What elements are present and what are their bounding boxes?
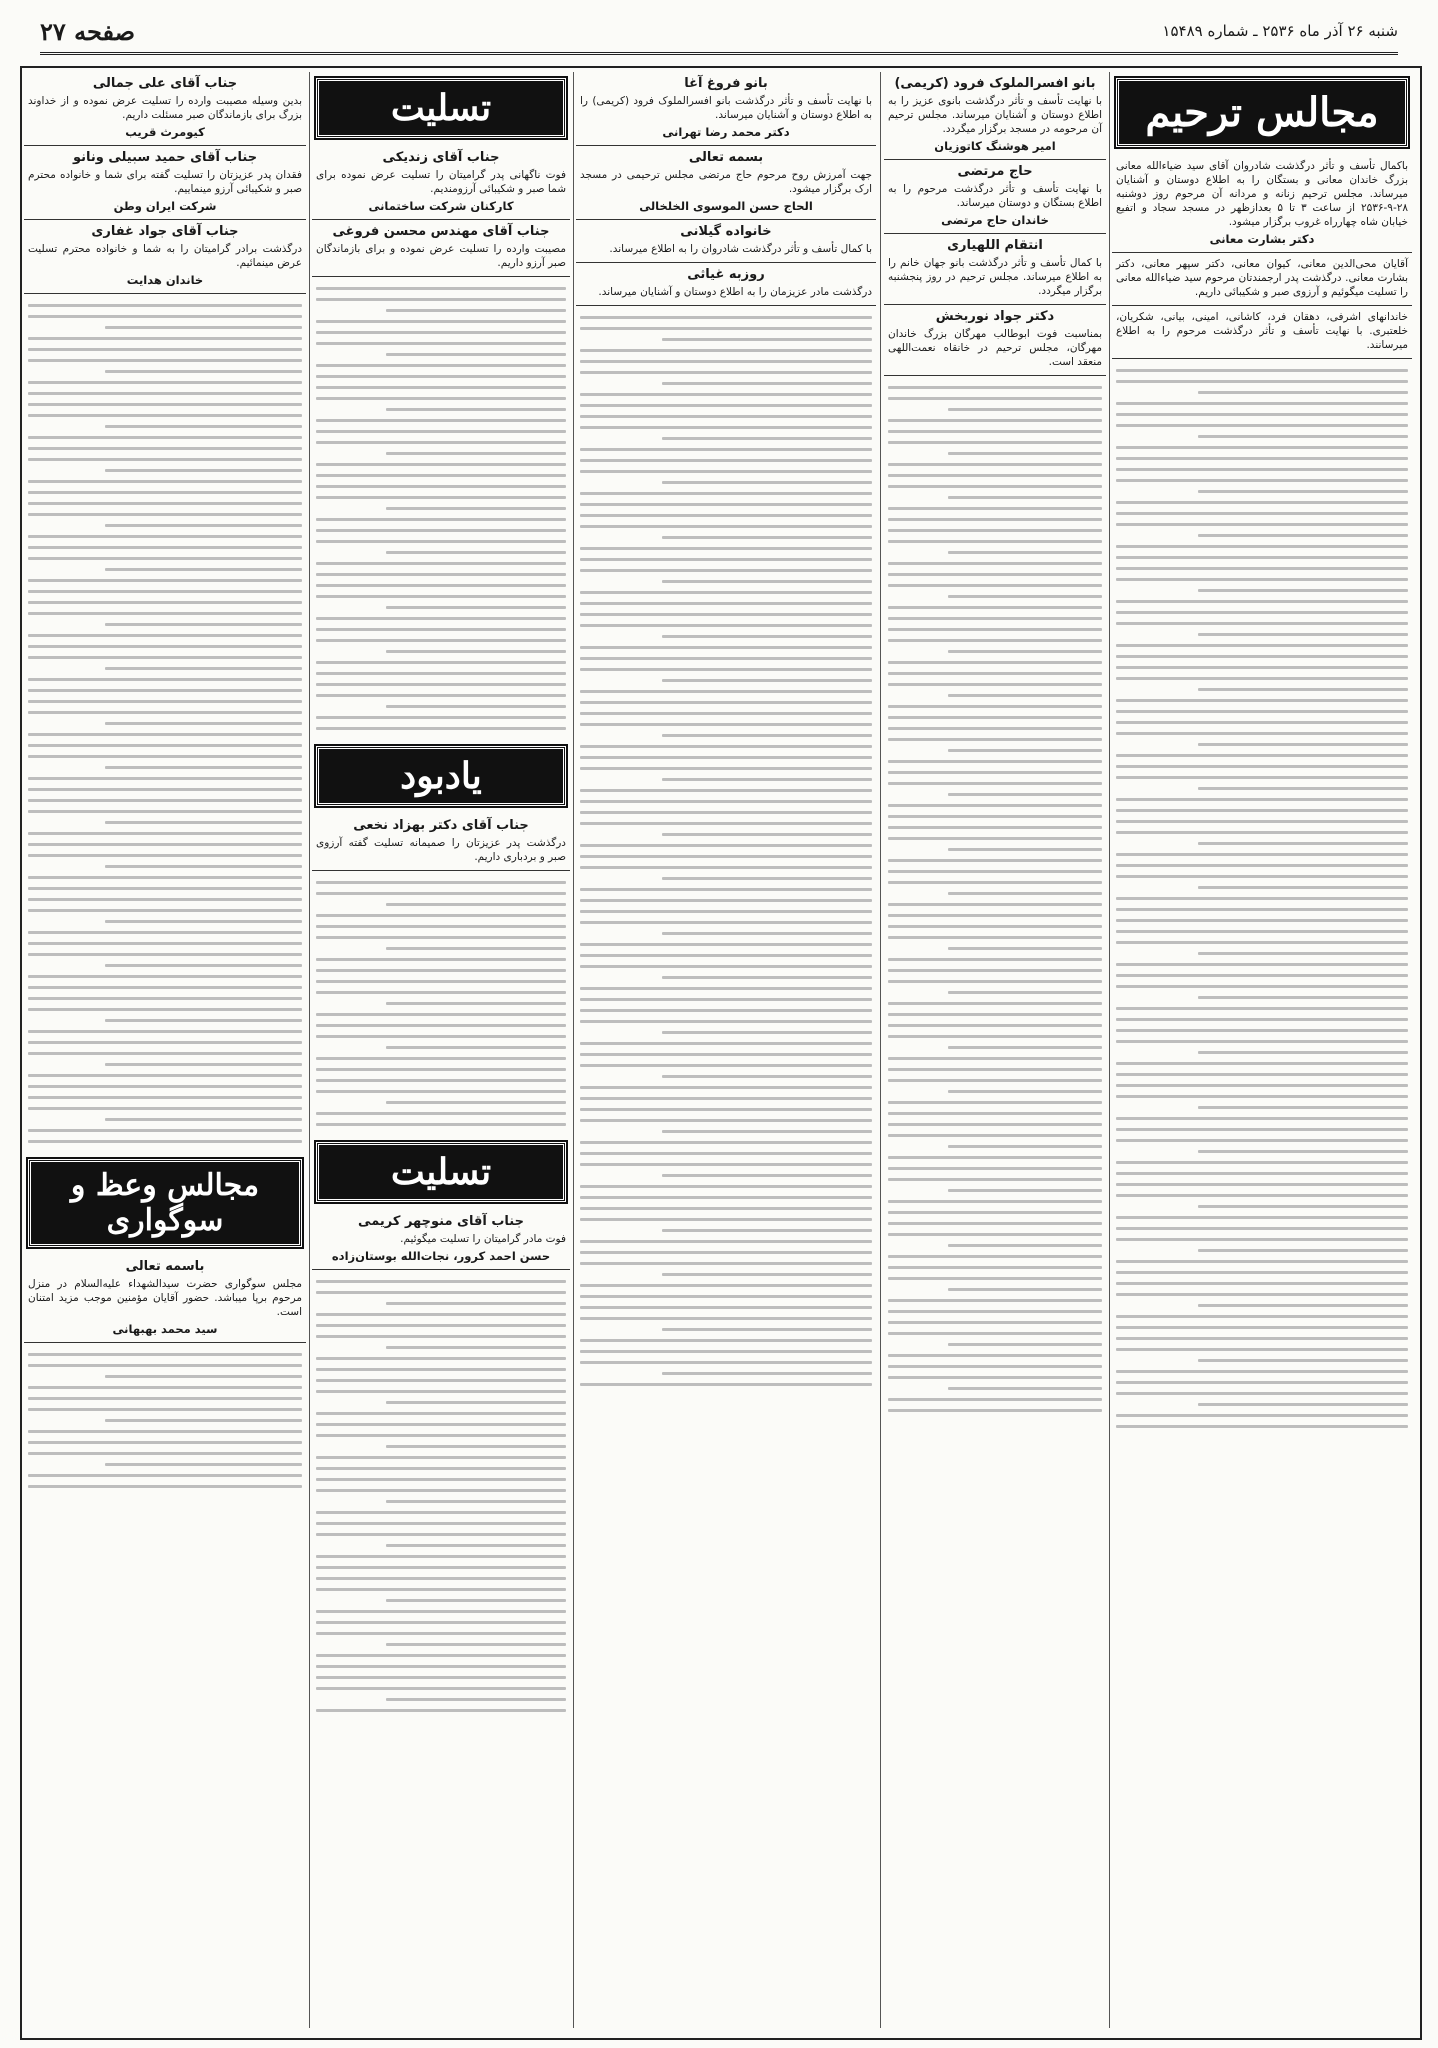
text-block-placeholder: [1112, 359, 1412, 1438]
notice-title: جناب آقای جواد غفاری: [91, 224, 239, 239]
notice-title: جناب آقای زندیکی: [382, 150, 500, 165]
notice-title: بانو افسرالملوک فرود (کریمی): [894, 76, 1096, 91]
notice-body: باکمال تأسف و تأثر درگذشت شادروان آقای سید ضیاءالله معانی بزرگ خاندان معانی و بستگان را به اطلاع دوستان و آشنایان میرساند. مجلس ترحیم زنانه و مردانه آن مرحوم روز دوشنبه ۲۸-۹-۲۵۳۶ از ساعت ۳ تا ۵ بعدازظهر در مسجد سجاد و اتفیع خیابان شاه چهارراه غروب برگزار میشود.: [1116, 160, 1409, 228]
notice-body: با کمال تأسف و تأثر درگذشت بانو جهان خانم را به اطلاع میرساند. مجلس ترحیم در روز پنجشنبه برگزار میگردد.: [888, 257, 1102, 297]
notice-body: فوت مادر گرامیتان را تسلیت میگوئیم.: [400, 1233, 566, 1245]
notice-body: درگذشت برادر گرامیتان را به شما و خانواده محترم تسلیت عرض مینمائیم.: [28, 243, 302, 269]
notice-signature: الحاج حسن الموسوی الخلخالی: [639, 199, 813, 213]
notice-signature: سید محمد بهبهانی: [112, 1322, 218, 1336]
notice-body: فوت ناگهانی پدر گرامیتان را تسلیت عرض نموده برای شما صبر و شکیبائی آرزومندیم.: [316, 169, 566, 195]
condolence-notice: [24, 220, 306, 294]
notice-body: فقدان پدر عزیزتان را تسلیت گفته برای شما و خانواده محترم صبر و شکیبائی آرزو مینماییم.: [28, 169, 302, 195]
column-4: [312, 72, 570, 2028]
obituary-notice: [1112, 253, 1412, 306]
notice-body: با نهایت تأسف و تأثر درگذشت مرحوم را به اطلاع بستگان و دوستان میرساند.: [888, 183, 1102, 209]
masthead: [40, 10, 1398, 55]
notice-body: با نهایت تأسف و تأثر درگذشت بانوی عزیز را به اطلاع دوستان و آشنایان میرساند. مجلس ترحیم آن مرحومه در مسجد برگزار میگردد.: [888, 95, 1102, 135]
column-divider: [1109, 72, 1110, 2028]
text-block-placeholder: [24, 294, 306, 1153]
condolence-notice: [312, 220, 570, 277]
text-block-placeholder: [576, 306, 876, 1396]
column-1: [1112, 72, 1412, 2028]
section-banner-condolence-2: تسلیت: [316, 1142, 566, 1202]
obituary-notice: [884, 234, 1106, 305]
obituary-notice: [576, 72, 876, 146]
column-divider: [573, 72, 574, 2028]
obituary-notice: [1112, 155, 1412, 253]
notice-signature: خاندان هدایت: [126, 273, 204, 287]
notice-title: بسمه تعالی: [688, 150, 764, 165]
notice-title: جناب آقای مهندس محسن فروغی: [332, 224, 550, 239]
mourning-notice: [24, 1255, 306, 1343]
notice-signature: دکتر بشارت معانی: [1209, 232, 1315, 246]
notice-signature: دکتر محمد رضا تهرانی: [662, 125, 790, 139]
notice-body: درگذشت مادر عزیزمان را به اطلاع دوستان و آشنایان میرساند.: [598, 286, 872, 298]
condolence-notice: [24, 146, 306, 220]
section-banner-memorial: یادبود: [316, 746, 566, 806]
notice-signature: حسن احمد کرور، نجات‌الله بوستان‌زاده: [331, 1249, 551, 1263]
obituary-notice: [884, 160, 1106, 234]
text-block-placeholder: [312, 277, 570, 740]
notice-title: حاج مرتضی: [957, 164, 1033, 179]
notice-signature: امیر هوشنگ کاتوزیان: [934, 139, 1056, 153]
notice-title: انتقام اللهیاری: [947, 238, 1043, 253]
obituary-notice: [1112, 306, 1412, 359]
notice-title: جناب آقای منوچهر کریمی: [358, 1214, 524, 1229]
notice-body: جهت آمرزش روح مرحوم حاج مرتضی مجلس ترحیمی در مسجد ارک برگزار میشود.: [580, 169, 872, 195]
text-block-placeholder: [884, 376, 1106, 1422]
column-divider: [309, 72, 310, 2028]
notice-body: مجلس سوگواری حضرت سیدالشهداء علیه‌السلام در منزل مرحوم برپا میباشد. حضور آقایان مؤمنین موجب مزید امتنان است.: [28, 1278, 302, 1318]
text-block-placeholder: [24, 1343, 306, 1498]
obituary-notice: [884, 72, 1106, 160]
column-2: [884, 72, 1106, 2028]
page-number-label: صفحه ۲۷: [40, 16, 136, 46]
notice-title: خانواده گیلانی: [680, 224, 772, 239]
notice-title: روزبه غیاثی: [687, 267, 765, 282]
column-divider: [880, 72, 881, 2028]
notice-body: با کمال تأسف و تأثر درگذشت شادروان را به اطلاع میرساند.: [609, 243, 872, 255]
section-banner-sermon-mourning: مجالس وعظ و سوگواری: [28, 1159, 302, 1247]
notice-title: دکتر جواد نوربخش: [935, 309, 1055, 324]
condolence-notice: [312, 146, 570, 220]
notice-signature: کارکنان شرکت ساختمانی: [368, 199, 514, 213]
column-5: [24, 72, 306, 2028]
text-block-placeholder: [312, 871, 570, 1136]
notice-body: آقایان محی‌الدین معانی، کیوان معانی، دکتر سپهر معانی، دکتر بشارت معانی. درگذشت پدر ارجمندتان مرحوم سید ضیاءالله معانی را تسلیت میگوئیم و آرزوی صبر و شکیبائی داریم.: [1116, 258, 1408, 298]
notice-title: جناب آقای دکتر بهزاد نخعی: [353, 818, 529, 833]
text-block-placeholder: [312, 1270, 570, 1722]
notice-body: خاندانهای اشرفی، دهقان فرد، کاشانی، امینی، بیانی، شکریان، خلعتبری. با نهایت تأسف و تأثر درگذشت مرحوم را به اطلاع میرسانند.: [1116, 311, 1408, 351]
notice-body: بمناسبت فوت ابوطالب مهرگان بزرگ خاندان مهرگان، مجلس ترحیم در خانقاه نعمت‌اللهی منعقد است.: [888, 328, 1102, 368]
notice-title: جناب آقای حمید سبیلی ونانو: [72, 150, 258, 165]
section-banner-memorial-services: مجالس ترحیم: [1116, 78, 1408, 147]
condolence-notice: [24, 72, 306, 146]
notice-body: مصیبت وارده را تسلیت عرض نموده و برای بازماندگان صبر آرزو داریم.: [316, 243, 566, 269]
column-3: [576, 72, 876, 2028]
condolence-notice: [312, 1210, 570, 1270]
obituary-notice: [576, 220, 876, 263]
notice-title: جناب آقای علی جمالی: [92, 76, 238, 91]
notice-title: باسمه تعالی: [125, 1259, 205, 1274]
obituary-notice: [576, 263, 876, 306]
obituary-notice: [884, 305, 1106, 376]
notice-signature: کیومرث قریب: [125, 125, 205, 139]
notice-signature: خاندان حاج مرتضی: [941, 213, 1049, 227]
notice-body: با نهایت تأسف و تأثر درگذشت بانو افسرالملوک فرود (کریمی) را به اطلاع دوستان و آشنایان میرساند.: [580, 95, 872, 121]
notice-body: بدین وسیله مصیبت وارده را تسلیت عرض نموده و از خداوند بزرگ برای بازماندگان صبر مسئلت داریم.: [28, 95, 302, 121]
obituary-notice: [576, 146, 876, 220]
section-banner-condolence: تسلیت: [316, 78, 566, 138]
issue-date-line: شنبه ۲۶ آذر ماه ۲۵۳۶ ـ شماره ۱۵۴۸۹: [1162, 22, 1398, 40]
condolence-notice: [312, 814, 570, 871]
notice-title: بانو فروغ آغا: [684, 76, 768, 91]
notice-signature: شرکت ایران وطن: [113, 199, 217, 213]
notice-body: درگذشت پدر عزیزتان را صمیمانه تسلیت گفته آرزوی صبر و بردباری داریم.: [316, 837, 566, 863]
